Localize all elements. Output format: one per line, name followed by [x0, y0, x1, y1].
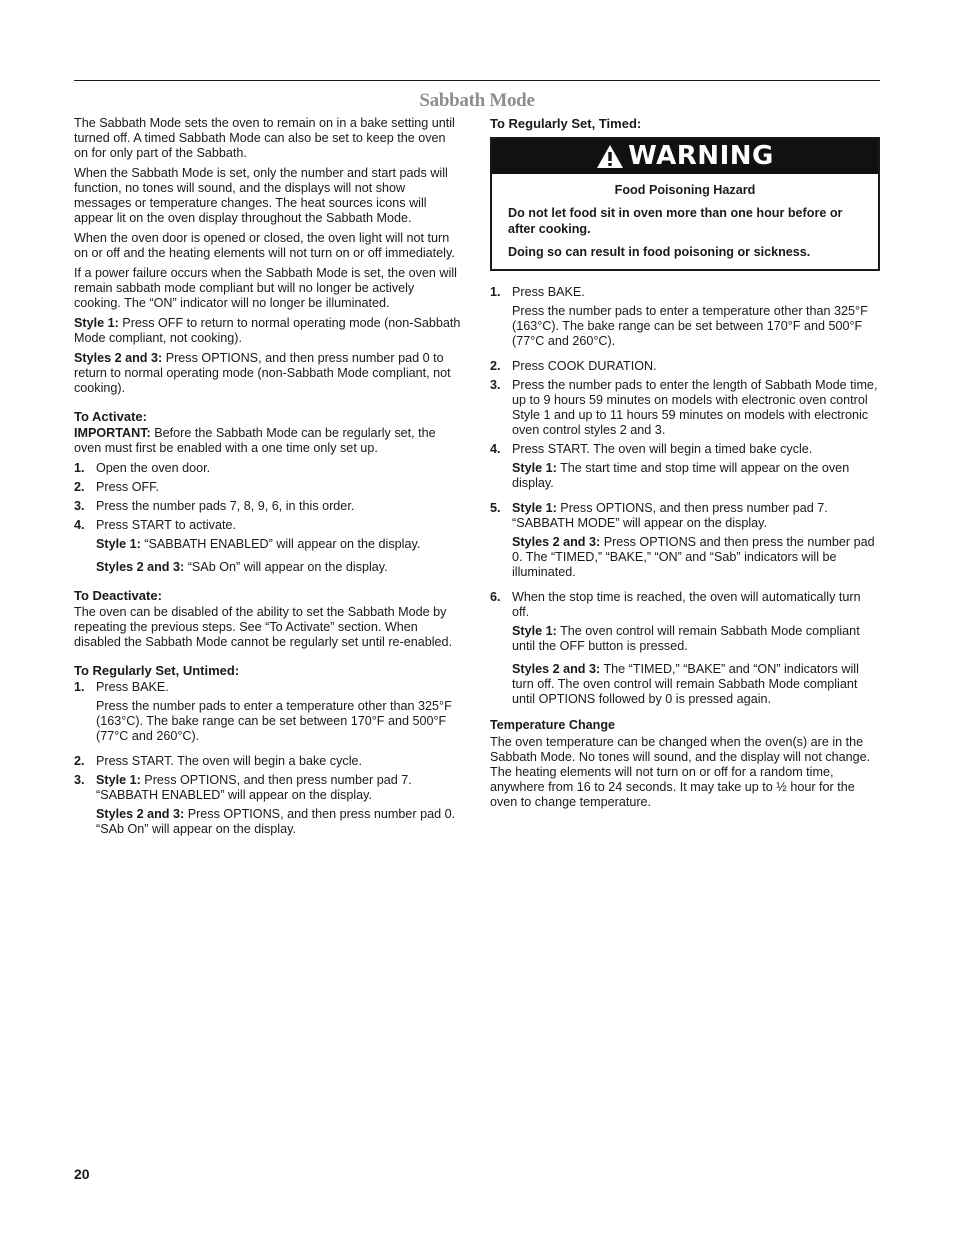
warning-triangle-icon	[596, 144, 628, 169]
hazard-title: Food Poisoning Hazard	[614, 183, 756, 197]
activate-steps	[74, 461, 462, 575]
step-subnote: Styles 2 and 3: The “TIMED,” “BAKE” and “ON” indicators will turn off. The oven control will remain Sabbath Mode compliant until OPTIONS followed by 0 is pressed again.	[512, 662, 859, 706]
list-item: 2. Press OFF.	[74, 480, 159, 494]
deactivate-text: The oven can be disabled of the ability to set the Sabbath Mode by repeating the previous steps. See “To Activate” section. When disabled the Sabbath Mode cannot be regularly set until re-enabled.	[74, 605, 453, 649]
deactivate-heading: To Deactivate:	[74, 588, 162, 603]
warning-title: WARNING	[628, 141, 774, 171]
step-subnote: Style 1: The oven control will remain Sabbath Mode compliant until the OFF button is pressed.	[512, 624, 860, 653]
step-subnote: Press the number pads to enter a temperature other than 325°F (163°C). The bake range can be set between 170°F and 500°F (77°C and 260°C).	[96, 699, 452, 743]
step-subnote: Style 1: “SABBATH ENABLED” will appear on the display.	[96, 537, 421, 551]
list-item: 4. Press START to activate. Style 1: “SABBATH ENABLED” will appear on the display. Styles 2 and 3: “SAb On” will appear on the display.	[74, 518, 462, 575]
warning-box	[490, 137, 880, 271]
step-subnote: Style 1: The start time and stop time will appear on the oven display.	[512, 461, 850, 490]
intro-paragraph: The Sabbath Mode sets the oven to remain on in a bake setting until turned off. A timed Sabbath Mode can also be set to keep the oven on for only part of the Sabbath.	[74, 116, 455, 160]
intro-paragraph: When the Sabbath Mode is set, only the number and start pads will function, no tones will sound, and the displays will not show messages or temperature changes. The heat sources icons will appear lit on the oven display throughout the Sabbath Mode.	[74, 166, 448, 225]
temperature-change-text: The oven temperature can be changed when the oven(s) are in the Sabbath Mode. No tones will sound, and the display will not change. The heating elements will not turn on or off for a random time, anywhere from 16 to 24 seconds. It may take up to ½ hour for the oven to change temperature.	[490, 735, 871, 809]
list-item: 2. Press START. The oven will begin a bake cycle.	[74, 754, 362, 768]
intro-paragraph: If a power failure occurs when the Sabbath Mode is set, the oven will remain sabbath mode compliant but will no longer be actively cooking. The “ON” indicator will no longer be illuminated.	[74, 266, 457, 310]
intro-paragraph: When the oven door is opened or closed, the oven light will not turn on or off and the heating elements will not turn on or off immediately.	[74, 231, 455, 260]
list-item: 3. Style 1: Press OPTIONS, and then press number pad 7. “SABBATH ENABLED” will appear on the display. Styles 2 and 3: Press OPTIONS, and then press number pad 0. “SAb On” will appear on the display.	[74, 773, 462, 837]
important-note: IMPORTANT: Before the Sabbath Mode can be regularly set, the oven must first be enabled with a one time only set up.	[74, 426, 436, 455]
untimed-heading: To Regularly Set, Untimed:	[74, 663, 240, 678]
activate-heading: To Activate:	[74, 409, 147, 424]
timed-steps	[490, 285, 880, 707]
step-subnote: Styles 2 and 3: Press OPTIONS, and then press number pad 0. “SAb On” will appear on the display.	[96, 807, 456, 836]
warning-header	[492, 139, 878, 174]
warning-line: Doing so can result in food poisoning or sickness.	[508, 245, 811, 259]
style1-paragraph: Style 1: Press OFF to return to normal operating mode (non-Sabbath Mode compliant, not cooking).	[74, 316, 461, 345]
page-title: Sabbath Mode	[419, 90, 535, 111]
timed-heading: To Regularly Set, Timed:	[490, 116, 642, 131]
list-item: 1. Press BAKE. Press the number pads to enter a temperature other than 325°F (163°C). The bake range can be set between 170°F and 500°F (77°C and 260°C).	[490, 285, 880, 349]
list-item: 5. Style 1: Press OPTIONS, and then press number pad 7. “SABBATH MODE” will appear on the display. Styles 2 and 3: Press OPTIONS and then press the number pad 0. The “TIMED,” “BAKE,” “ON” and “Sab” indicators will be illuminated.	[490, 501, 880, 580]
untimed-steps	[74, 680, 462, 837]
right-column	[490, 116, 880, 815]
top-rule	[74, 80, 880, 81]
styles23-paragraph: Styles 2 and 3: Press OPTIONS, and then press number pad 0 to return to normal operating mode (non-Sabbath Mode compliant, not cooking).	[74, 351, 451, 395]
list-item: 1. Open the oven door.	[74, 461, 211, 475]
list-item: 3. Press the number pads 7, 8, 9, 6, in this order.	[74, 499, 355, 513]
step-subnote: Press the number pads to enter a temperature other than 325°F (163°C). The bake range can be set between 170°F and 500°F (77°C and 260°C).	[512, 304, 868, 348]
step-subnote: Styles 2 and 3: Press OPTIONS and then press the number pad 0. The “TIMED,” “BAKE,” “ON” and “Sab” indicators will be illuminated.	[512, 535, 875, 579]
list-item: 1. Press BAKE. Press the number pads to enter a temperature other than 325°F (163°C). The bake range can be set between 170°F and 500°F (77°C and 260°C).	[74, 680, 462, 744]
list-item: 2. Press COOK DURATION.	[490, 359, 657, 373]
temperature-change-heading: Temperature Change	[490, 718, 616, 732]
step-subnote: Styles 2 and 3: “SAb On” will appear on the display.	[96, 560, 388, 574]
warning-line: Do not let food sit in oven more than one hour before or after cooking.	[508, 206, 843, 236]
left-column	[74, 116, 462, 841]
warning-body	[492, 174, 878, 269]
list-item: 4. Press START. The oven will begin a timed bake cycle. Style 1: The start time and stop time will appear on the oven display.	[490, 442, 880, 491]
list-item: 3. Press the number pads to enter the length of Sabbath Mode time, up to 9 hours 59 minutes on models with electronic oven control Style 1 and up to 11 hours 59 minutes on models with electronic oven control styles 2 and 3.	[490, 378, 878, 437]
list-item: 6. When the stop time is reached, the oven will automatically turn off. Style 1: The oven control will remain Sabbath Mode compliant until the OFF button is pressed. Styles 2 and 3: The “TIMED,” “BAKE” and “ON” indicators will turn off. The oven control will remain Sabbath Mode compliant until OPTIONS followed by 0 is pressed again.	[490, 590, 880, 707]
page-number: 20	[74, 1166, 90, 1182]
